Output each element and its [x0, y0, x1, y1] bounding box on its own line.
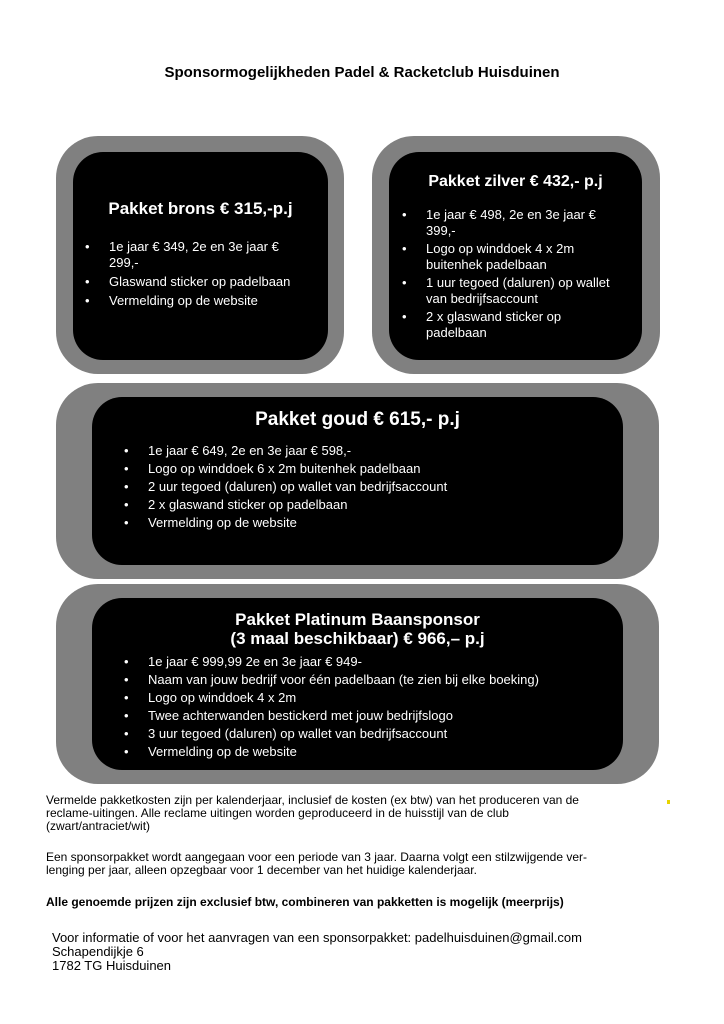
- list-item: • 2 uur tegoed (daluren) op wallet van bedrijfsaccount: [148, 479, 623, 495]
- list-item: • 1 uur tegoed (daluren) op wallet van bedrijfsaccount: [426, 275, 628, 307]
- package-platinum-title-line1: Pakket Platinum Baansponsor: [235, 610, 480, 629]
- package-zilver-title: Pakket zilver € 432,- p.j: [428, 173, 603, 190]
- list-item: • 2 x glaswand sticker op padelbaan: [426, 309, 628, 341]
- package-platinum-card: [92, 598, 623, 770]
- note-line: Een sponsorpakket wordt aangegaan voor een periode van 3 jaar. Daarna volgt een stilzwijgende ver-: [46, 850, 588, 864]
- list-item: • 2 x glaswand sticker op padelbaan: [148, 497, 623, 513]
- note-pricing: [46, 794, 666, 833]
- list-item: • Vermelding op de website: [148, 515, 623, 531]
- package-brons-list: [73, 239, 328, 309]
- package-brons-card: [73, 152, 328, 360]
- note-line: lenging per jaar, alleen opzegbaar voor 1 december van het huidige kalenderjaar.: [46, 863, 477, 877]
- list-item: • Logo op winddoek 6 x 2m buitenhek padelbaan: [148, 461, 623, 477]
- list-item: • 1e jaar € 999,99 2e en 3e jaar € 949-: [148, 654, 623, 670]
- list-item: • 1e jaar € 498, 2e en 3e jaar € 399,-: [426, 207, 628, 239]
- package-goud-list: [92, 443, 623, 531]
- yellow-mark: [667, 800, 670, 804]
- list-item: • 3 uur tegoed (daluren) op wallet van bedrijfsaccount: [148, 726, 623, 742]
- page-title: Sponsormogelijkheden Padel & Racketclub Huisduinen: [164, 64, 560, 81]
- note-line: (zwart/antraciet/wit): [46, 819, 151, 833]
- package-goud-title: Pakket goud € 615,- p.j: [255, 409, 460, 430]
- list-item: • Vermelding op de website: [109, 293, 328, 309]
- package-platinum-title-line2: (3 maal beschikbaar) € 966,– p.j: [230, 629, 485, 648]
- list-item: • Naam van jouw bedrijf voor één padelbaan (te zien bij elke boeking): [148, 672, 623, 688]
- note-duration: [46, 851, 666, 877]
- list-item: • Glaswand sticker op padelbaan: [109, 274, 328, 290]
- list-item: • Logo op winddoek 4 x 2m: [148, 690, 623, 706]
- note-vat: Alle genoemde prijzen zijn exclusief btw, combineren van pakketten is mogelijk (meerprijs): [46, 895, 564, 909]
- note-line: Vermelde pakketkosten zijn per kalenderjaar, inclusief de kosten (ex btw) van het produceren van de: [46, 793, 579, 807]
- package-platinum-list: [92, 654, 623, 760]
- package-zilver-list: [389, 207, 642, 341]
- list-item: • Logo op winddoek 4 x 2m buitenhek padelbaan: [426, 241, 628, 273]
- package-zilver-card: [389, 152, 642, 360]
- package-brons-title: Pakket brons € 315,-p.j: [108, 199, 293, 218]
- list-item: • 1e jaar € 349, 2e en 3e jaar € 299,-: [109, 239, 328, 271]
- package-goud-card: [92, 397, 623, 565]
- list-item: • Vermelding op de website: [148, 744, 623, 760]
- list-item: • 1e jaar € 649, 2e en 3e jaar € 598,-: [148, 443, 623, 459]
- contact-line: Voor informatie of voor het aanvragen van een sponsorpakket: padelhuisduinen@gmail.com: [52, 930, 582, 945]
- note-line: reclame-uitingen. Alle reclame uitingen worden geproduceerd in de huisstijl van de club: [46, 806, 509, 820]
- contact-line: 1782 TG Huisduinen: [52, 958, 172, 973]
- list-item: • Twee achterwanden bestickerd met jouw bedrijfslogo: [148, 708, 623, 724]
- contact-info: [52, 931, 692, 973]
- contact-line: Schapendijkje 6: [52, 944, 144, 959]
